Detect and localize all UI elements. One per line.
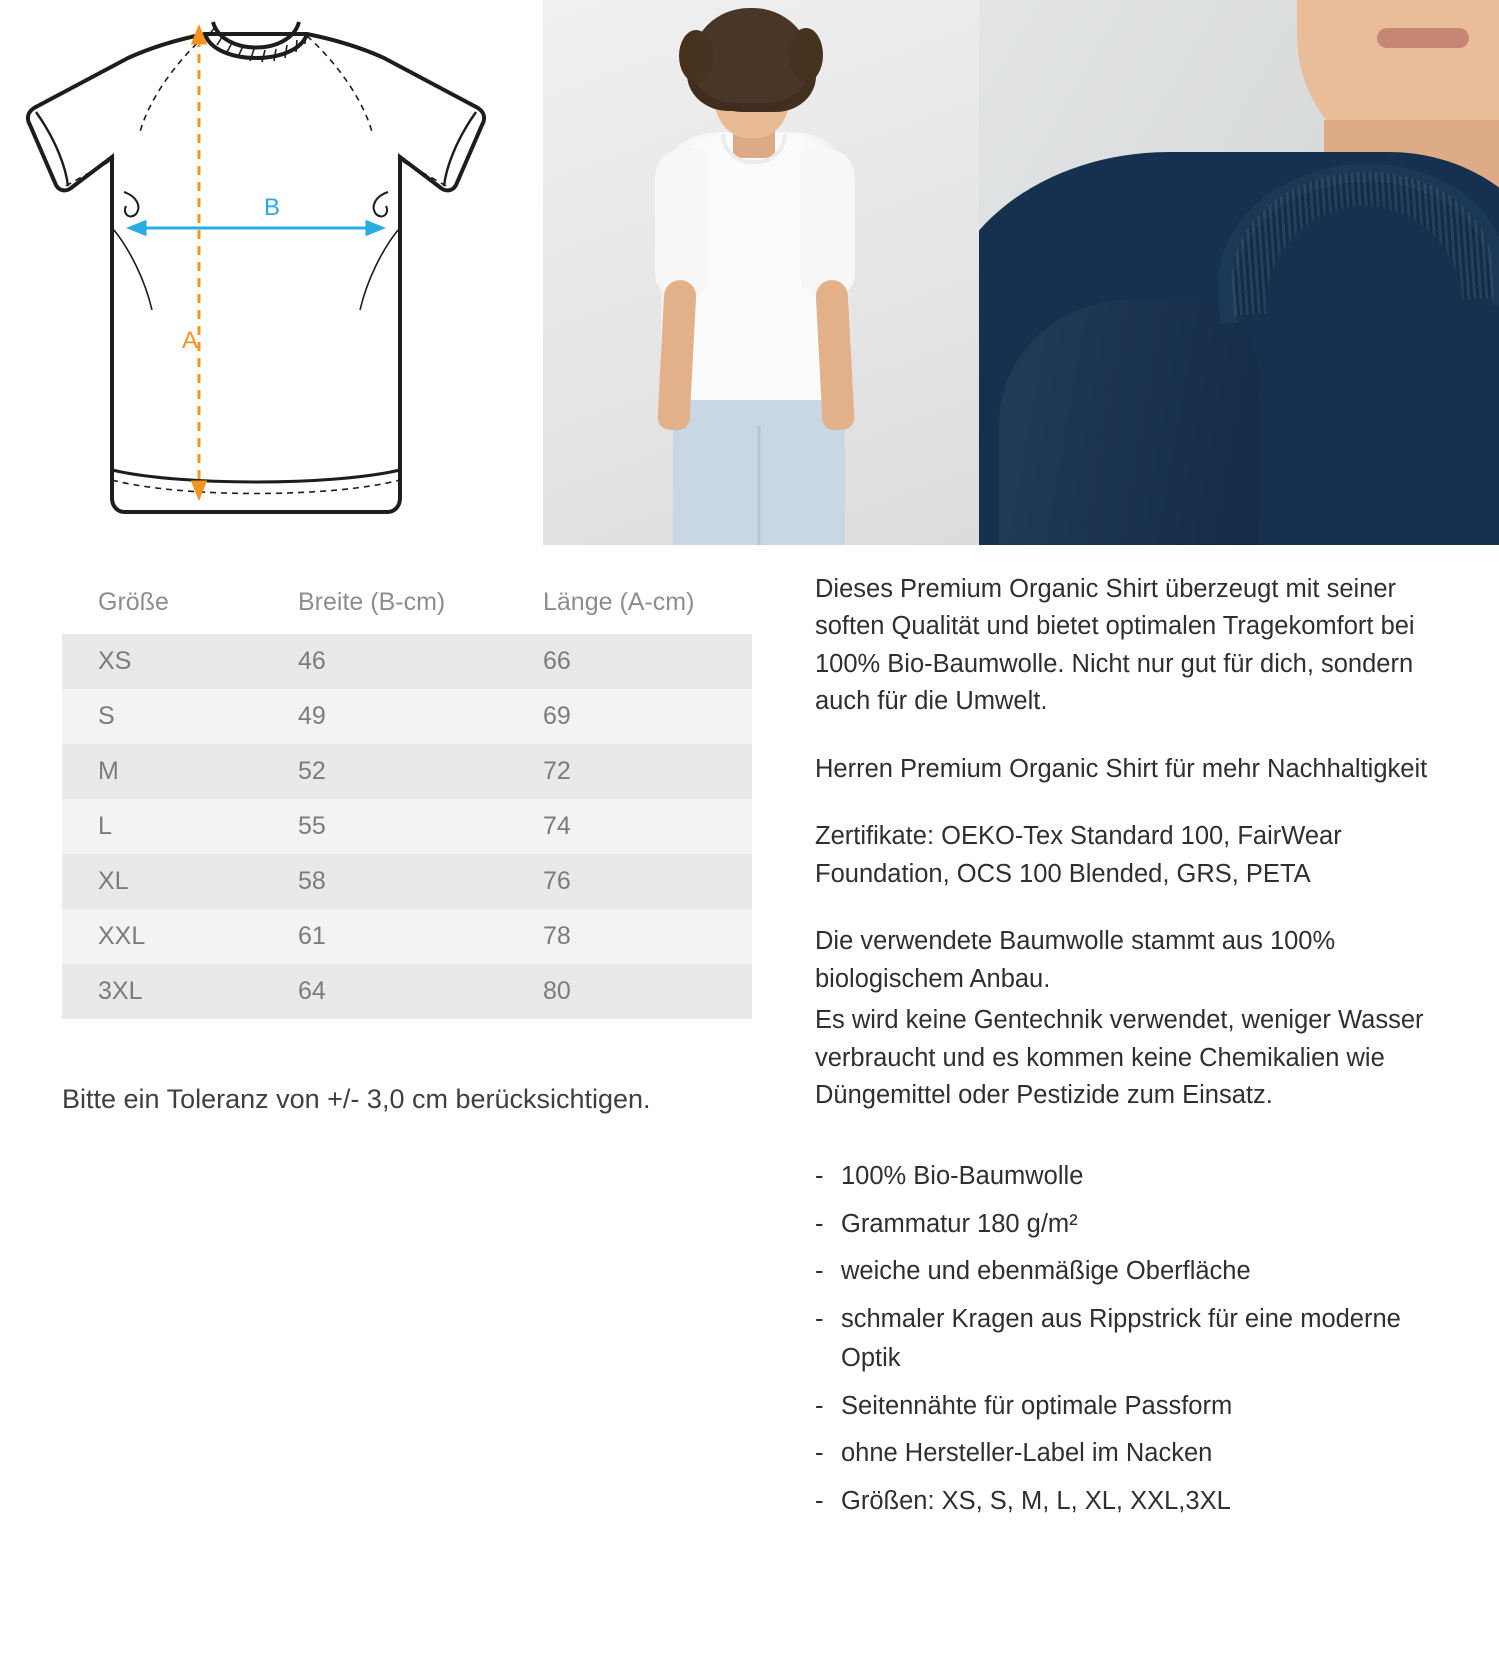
tolerance-note: Bitte ein Toleranz von +/- 3,0 cm berücksichtigen. [62, 1084, 651, 1114]
description-column [760, 571, 1499, 1530]
size-table-header-size: Größe [62, 571, 262, 634]
cell-length: 76 [507, 854, 752, 909]
description-paragraph-production: Es wird keine Gentechnik verwendet, weniger Wasser verbraucht und es kommen keine Chemikalien wie Düngemittel oder Pestizide zum Einsatz. [815, 1006, 1424, 1110]
table-row [62, 799, 752, 854]
list-item-label: 100% Bio-Baumwolle [841, 1161, 1084, 1190]
list-item-label: weiche und ebenmäßige Oberfläche [841, 1257, 1251, 1286]
table-row [62, 634, 752, 689]
size-table [62, 571, 752, 1019]
size-table-header-row [62, 571, 752, 634]
list-item-label: Größen: XS, S, M, L, XL, XXL,3XL [841, 1487, 1231, 1516]
cell-length: 78 [507, 909, 752, 964]
model-jeans [673, 400, 845, 545]
cell-size: S [62, 689, 262, 744]
bullet-marker: - [815, 1439, 824, 1468]
table-row [62, 744, 752, 799]
list-item-label: Seitennähte für optimale Passform [841, 1391, 1233, 1420]
cell-size: 3XL [62, 964, 262, 1019]
description-paragraph-subtitle: Herren Premium Organic Shirt für mehr Nachhaltigkeit [815, 754, 1428, 783]
description-paragraph-cotton: Die verwendete Baumwolle stammt aus 100% biologischem Anbau. [815, 927, 1336, 993]
size-table-head [62, 571, 752, 634]
cell-length: 80 [507, 964, 752, 1019]
table-row [62, 689, 752, 744]
cell-length: 66 [507, 634, 752, 689]
cell-width: 49 [262, 689, 507, 744]
tshirt-technical-drawing-icon [0, 0, 543, 545]
list-item [815, 1205, 1464, 1244]
cell-size: XL [62, 854, 262, 909]
cell-width: 46 [262, 634, 507, 689]
technical-drawing-panel [0, 0, 543, 545]
detail-lips [1377, 28, 1469, 48]
feature-list [815, 1157, 1464, 1521]
table-row [62, 854, 752, 909]
length-label-a: A [182, 327, 199, 354]
cell-width: 64 [262, 964, 507, 1019]
product-image-strip [0, 0, 1499, 545]
bullet-marker: - [815, 1257, 824, 1286]
list-item [815, 1252, 1464, 1291]
model-sleeve-left [655, 148, 709, 296]
list-item [815, 1434, 1464, 1473]
list-item-label: Grammatur 180 g/m² [841, 1209, 1078, 1238]
list-item [815, 1482, 1464, 1521]
product-info-section [0, 545, 1499, 1530]
model-sleeve-right [801, 148, 855, 296]
table-row [62, 964, 752, 1019]
cell-size: XXL [62, 909, 262, 964]
list-item [815, 1157, 1464, 1196]
cell-size: XS [62, 634, 262, 689]
cell-length: 72 [507, 744, 752, 799]
size-table-header-length: Länge (A-cm) [507, 571, 752, 634]
table-row [62, 909, 752, 964]
bullet-marker: - [815, 1391, 824, 1420]
bullet-marker: - [815, 1161, 824, 1190]
size-table-header-width: Breite (B-cm) [262, 571, 507, 634]
bullet-marker: - [815, 1209, 824, 1238]
list-item-label: ohne Hersteller-Label im Nacken [841, 1439, 1213, 1468]
width-label-b: B [264, 194, 281, 221]
cell-width: 55 [262, 799, 507, 854]
cell-size: L [62, 799, 262, 854]
cell-width: 52 [262, 744, 507, 799]
cell-size: M [62, 744, 262, 799]
cell-width: 61 [262, 909, 507, 964]
list-item [815, 1300, 1464, 1378]
bullet-marker: - [815, 1487, 824, 1516]
list-item-label: schmaler Kragen aus Rippstrick für eine moderne Optik [841, 1305, 1401, 1372]
cell-length: 69 [507, 689, 752, 744]
description-paragraph-certificates: Zertifikate: OEKO-Tex Standard 100, FairWear Foundation, OCS 100 Blended, GRS, PETA [815, 822, 1342, 888]
cell-width: 58 [262, 854, 507, 909]
bullet-marker: - [815, 1305, 824, 1334]
size-table-body [62, 634, 752, 1019]
model-photo [543, 0, 979, 545]
description-paragraph-intro: Dieses Premium Organic Shirt überzeugt mit seiner soften Qualität und bietet optimalen Tragekomfort bei 100% Bio-Baumwolle. Nicht nur gut für dich, sondern auch für die Umwelt. [815, 575, 1415, 716]
cell-length: 74 [507, 799, 752, 854]
detail-fabric-fold [999, 300, 1259, 545]
size-column [0, 571, 760, 1530]
list-item [815, 1387, 1464, 1426]
detail-photo [979, 0, 1499, 545]
